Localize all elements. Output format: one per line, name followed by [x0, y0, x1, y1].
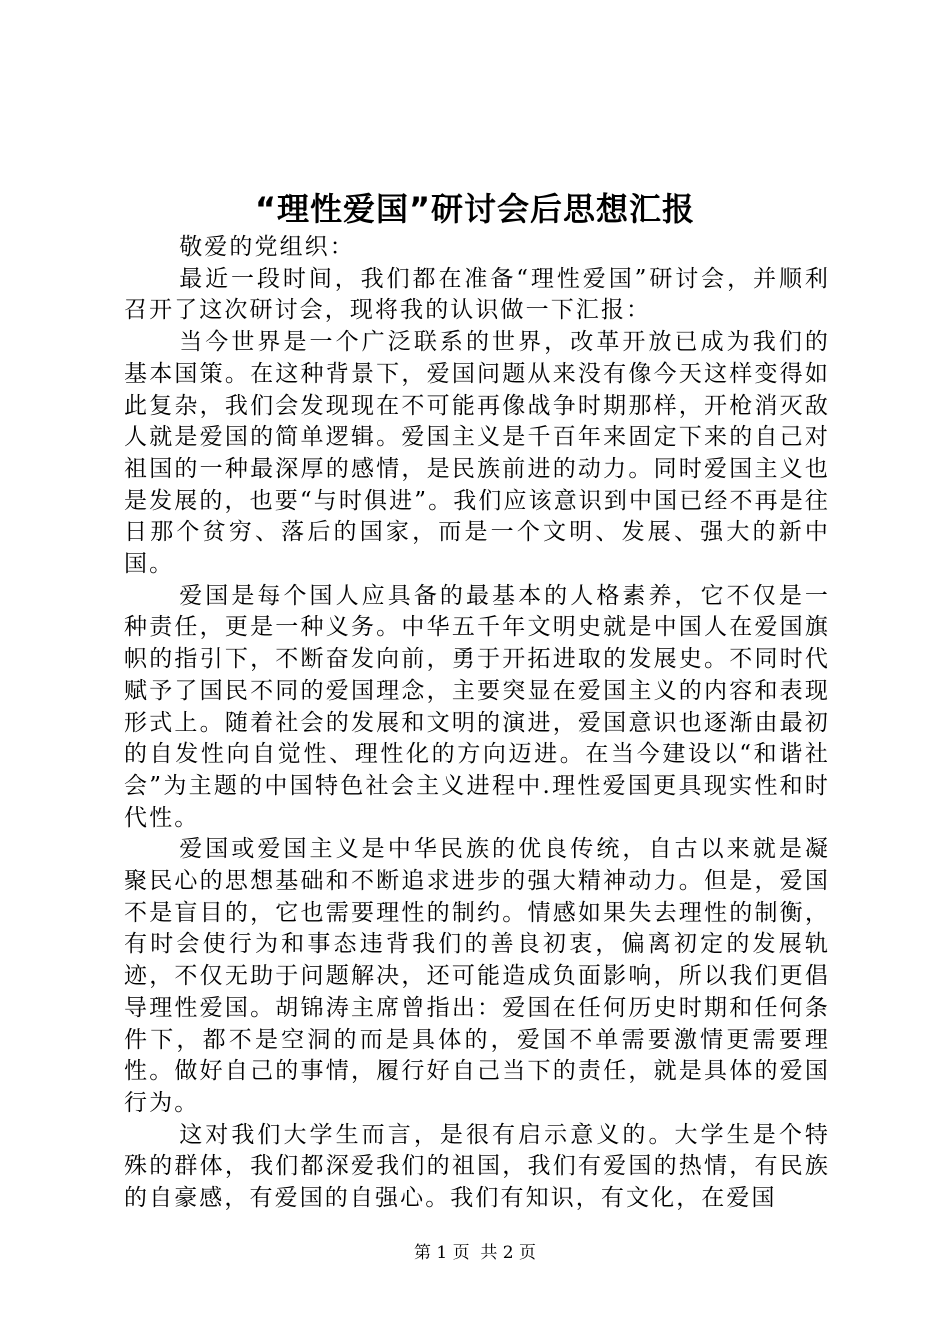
page-footer	[0, 1241, 950, 1265]
document-body	[124, 232, 830, 1215]
paragraph: 最近一段时间，我们都在准备“理性爱国”研讨会，并顺利召开了这次研讨会，现将我的认识做一下汇报：	[124, 265, 830, 324]
paragraph: 爱国是每个国人应具备的最基本的人格素养，它不仅是一种责任，更是一种义务。中华五千年文明史就是中国人在爱国旗帜的指引下，不断奋发向前，勇于开拓进取的发展史。不同时代赋予了国民不同的爱国理念，主要突显在爱国主义的内容和表现形式上。随着社会的发展和文明的演进，爱国意识也逐渐由最初的自发性向自觉性、理性化的方向迈进。在当今建设以“和谐社会”为主题的中国特色社会主义进程中.理性爱国更具现实性和时代性。	[124, 582, 830, 831]
document-title: “理性爱国”研讨会后思想汇报	[254, 190, 696, 228]
paragraph: 爱国或爱国主义是中华民族的优良传统，自古以来就是凝聚民心的思想基础和不断追求进步的强大精神动力。但是，爱国不是盲目的，它也需要理性的制约。情感如果失去理性的制衡，有时会使行为和事态违背我们的善良初衷，偏离初定的发展轨迹，不仅无助于问题解决，还可能造成负面影响，所以我们更倡导理性爱国。胡锦涛主席曾指出：爱国在任何历史时期和任何条件下，都不是空洞的而是具体的，爱国不单需要激情更需要理性。做好自己的事情，履行好自己当下的责任，就是具体的爱国行为。	[124, 836, 830, 1116]
salutation: 敬爱的党组织：	[179, 234, 355, 260]
paragraph: 当今世界是一个广泛联系的世界，改革开放已成为我们的基本国策。在这种背景下，爱国问题从来没有像今天这样变得如此复杂，我们会发现现在不可能再像战争时期那样，开枪消灭敌人就是爱国的简单逻辑。爱国主义是千百年来固定下来的自己对祖国的一种最深厚的感情，是民族前进的动力。同时爱国主义也是发展的，也要“与时俱进”。我们应该意识到中国已经不再是往日那个贫穷、落后的国家，而是一个文明、发展、强大的新中国。	[124, 329, 830, 578]
paragraph: 这对我们大学生而言，是很有启示意义的。大学生是个特殊的群体，我们都深爱我们的祖国，我们有爱国的热情，有民族的自豪感，有爱国的自强心。我们有知识，有文化，在爱国	[124, 1121, 830, 1212]
page-number: 第 1 页 共 2 页	[413, 1243, 537, 1263]
